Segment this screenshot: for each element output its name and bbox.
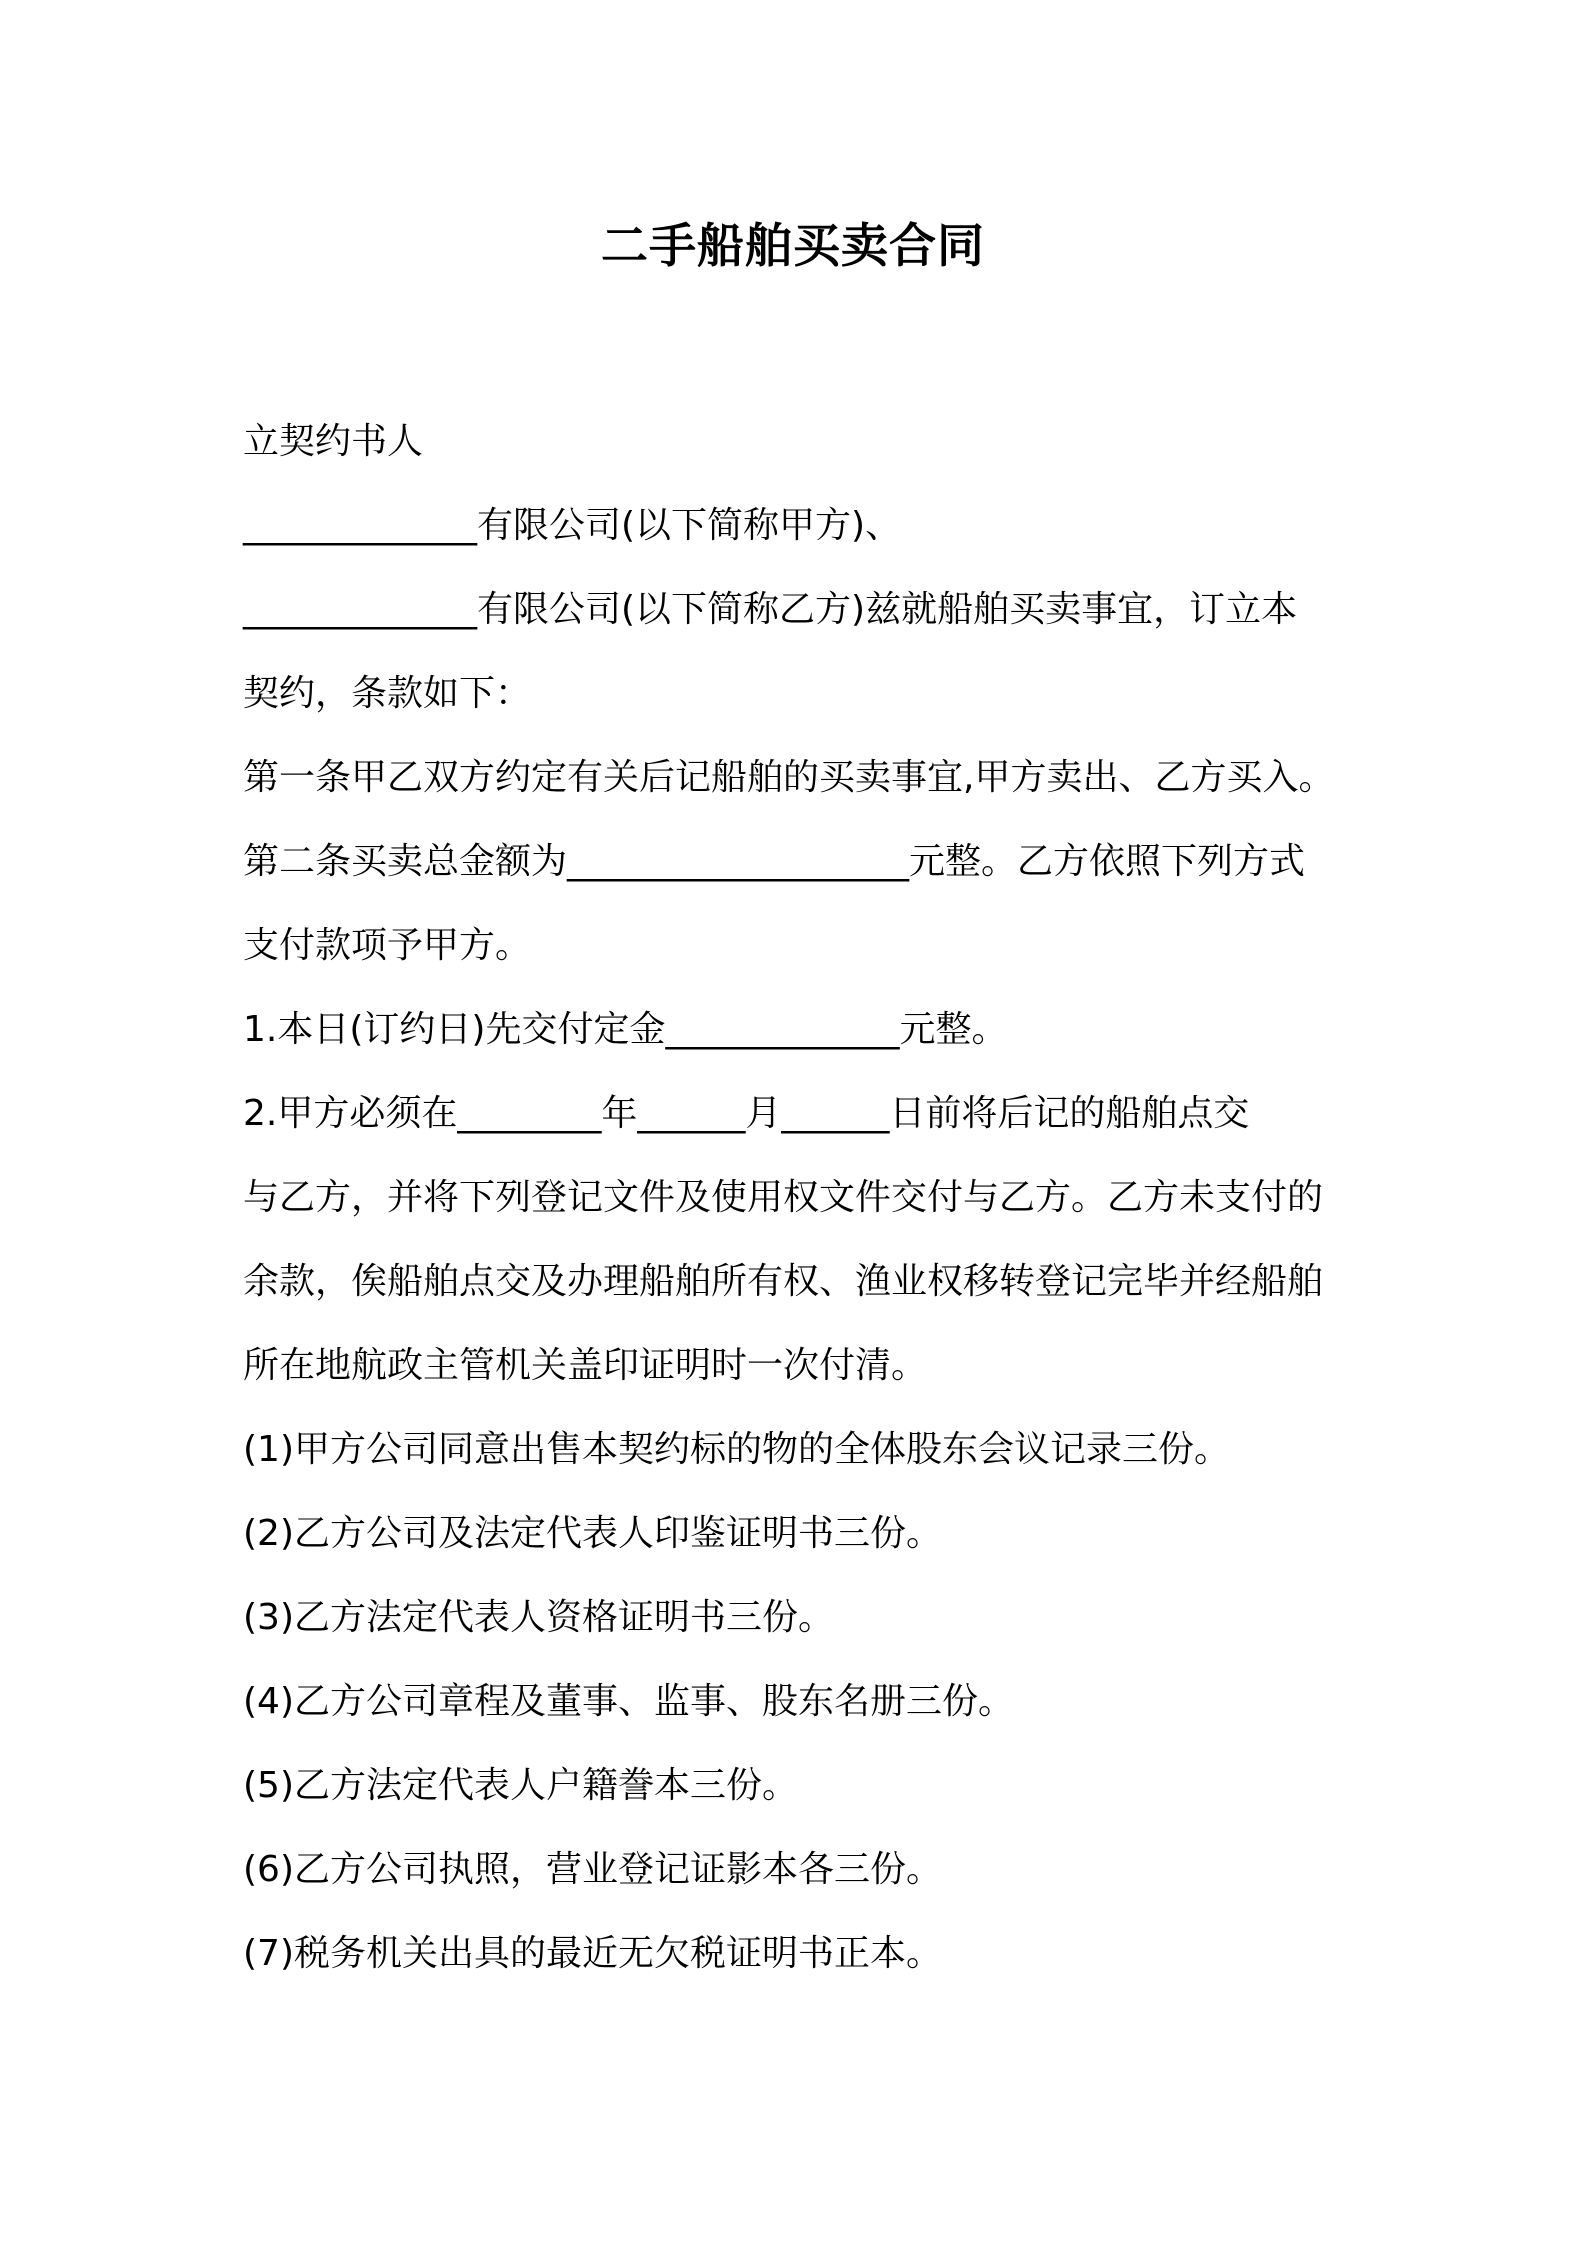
document-item-2: (2)乙方公司及法定代表人印鉴证明书三份。: [243, 1513, 942, 1554]
clause-2-line-4: 所在地航政主管机关盖印证明时一次付清。: [243, 1345, 928, 1386]
document-item-1: (1)甲方公司同意出售本契约标的物的全体股东会议记录三份。: [243, 1429, 1230, 1470]
document-item-6: (6)乙方公司执照，营业登记证影本各三份。: [243, 1849, 942, 1890]
article-2-line-2: 支付款项予甲方。: [243, 925, 532, 966]
clause-2-line-2: 与乙方，并将下列登记文件及使用权文件交付与乙方。乙方未支付的: [243, 1177, 1324, 1218]
document-item-4: (4)乙方公司章程及董事、监事、股东名册三份。: [243, 1681, 1014, 1722]
party-a-line: _____________有限公司(以下简称甲方)、: [243, 505, 902, 546]
document-title: 二手船舶买卖合同: [601, 219, 985, 274]
document-item-3: (3)乙方法定代表人资格证明书三份。: [243, 1597, 834, 1638]
terms-intro-line: 契约，条款如下：: [243, 673, 532, 714]
party-b-line: _____________有限公司(以下简称乙方)兹就船舶买卖事宜，订立本: [243, 589, 1298, 630]
document-body: [243, 400, 1353, 1996]
signatories-label: 立契约书人: [243, 421, 424, 462]
article-1: 第一条甲乙双方约定有关后记船舶的买卖事宜,甲方卖出、乙方买入。: [243, 757, 1335, 798]
clause-2-line-1: 2.甲方必须在________年______月______日前将后记的船舶点交: [243, 1093, 1250, 1134]
article-2-line-1: 第二条买卖总金额为___________________元整。乙方依照下列方式: [243, 841, 1306, 882]
document-item-5: (5)乙方法定代表人户籍誊本三份。: [243, 1765, 798, 1806]
clause-1: 1.本日(订约日)先交付定金_____________元整。: [243, 1009, 1008, 1050]
clause-2-line-3: 余款，俟船舶点交及办理船舶所有权、渔业权移转登记完毕并经船舶: [243, 1261, 1324, 1302]
document-item-7: (7)税务机关出具的最近无欠税证明书正本。: [243, 1933, 942, 1974]
